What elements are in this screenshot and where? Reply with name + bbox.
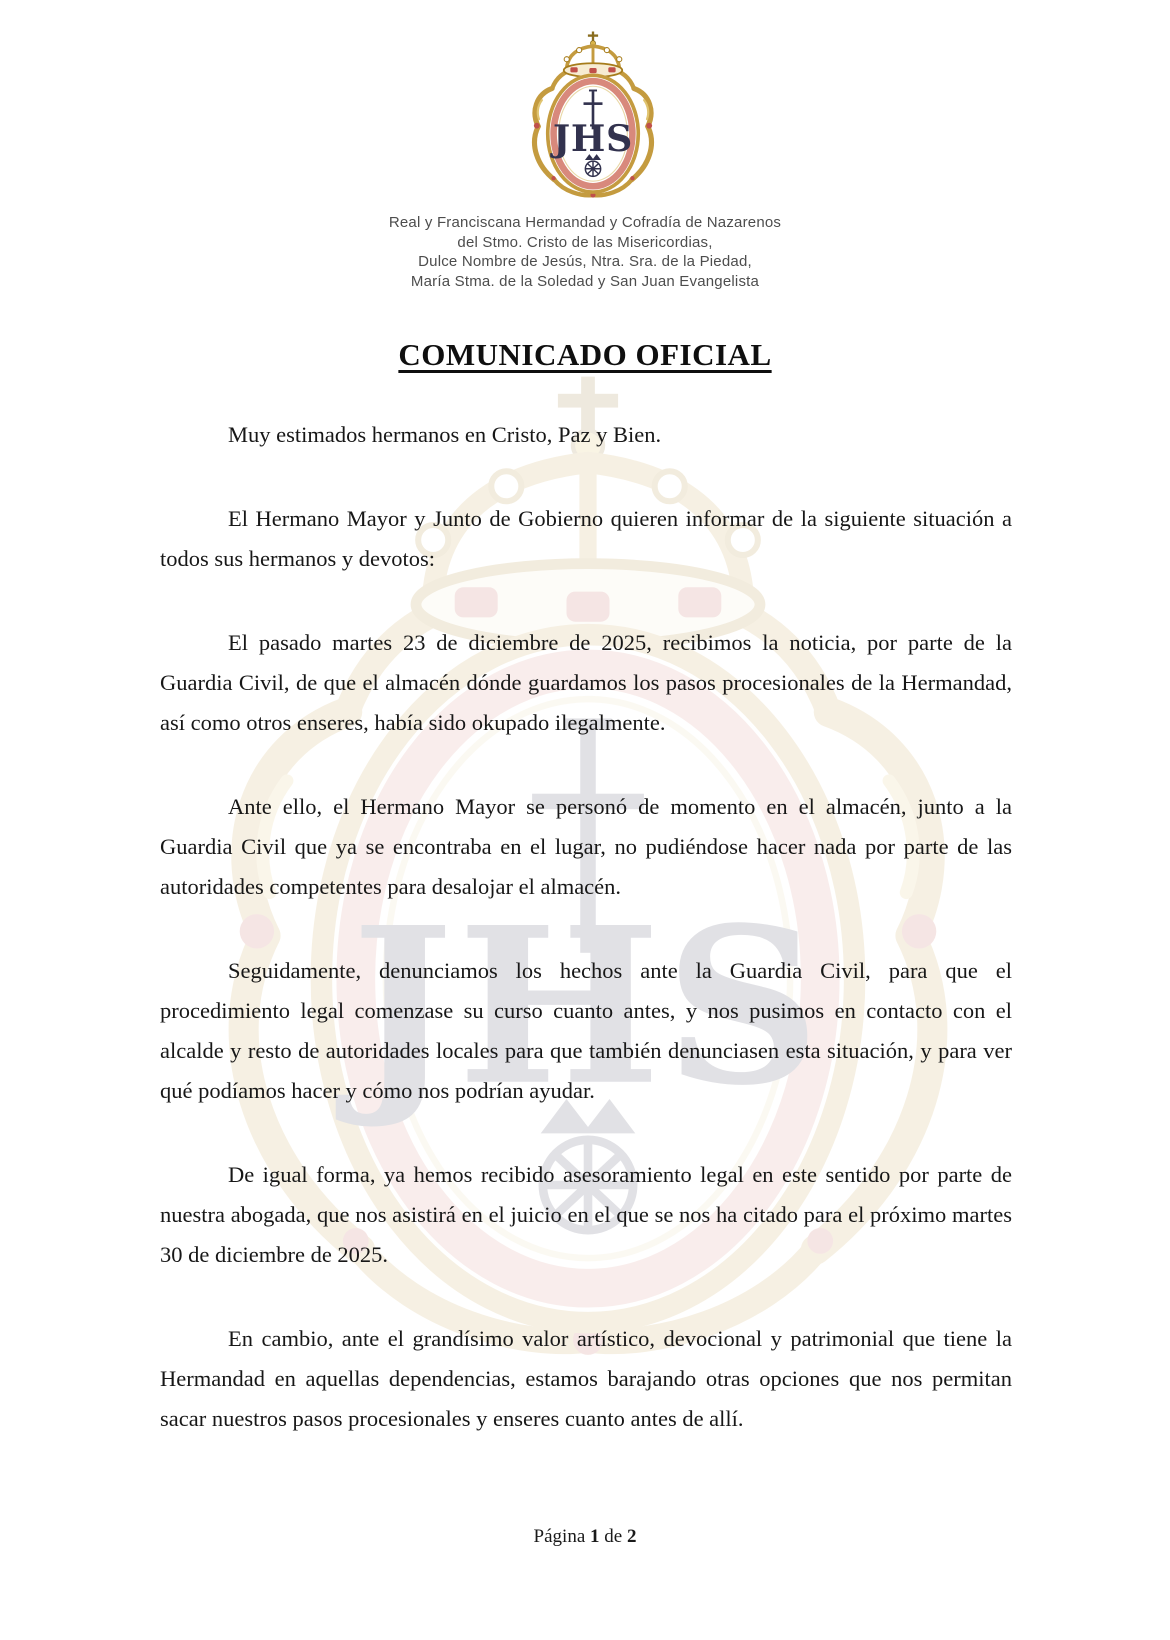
- document-body: [160, 415, 1012, 1483]
- org-line: María Stma. de la Soledad y San Juan Evangelista: [410, 272, 760, 290]
- body-paragraph: Ante ello, el Hermano Mayor se personó de momento en el almacén, junto a la Guardia Civil que ya se encontraba en el lugar, no pudiéndose hacer nada por parte de las autoridades competentes para desalojar el almacén.: [160, 794, 1012, 899]
- body-paragraph: Seguidamente, denunciamos los hechos ante la Guardia Civil, para que el procedimiento legal comenzase su curso cuanto antes, y nos pusimos en contacto con el alcalde y resto de autoridades locales para que también denunciasen esta situación, y para ver qué podíamos hacer y cómo nos podrían ayudar.: [160, 958, 1012, 1103]
- page-total: 2: [626, 1526, 637, 1547]
- jhs-emblem-logo: [520, 28, 666, 200]
- page-separator: de: [604, 1526, 623, 1547]
- page-number: [0, 1526, 1170, 1548]
- body-paragraph: El Hermano Mayor y Junto de Gobierno quieren informar de la siguiente situación a todos sus hermanos y devotos:: [160, 506, 1012, 571]
- organization-name: [0, 213, 1170, 291]
- org-line: Real y Franciscana Hermandad y Cofradía de Nazarenos: [388, 214, 782, 231]
- page-current: 1: [590, 1526, 600, 1547]
- body-paragraph: En cambio, ante el grandísimo valor artístico, devocional y patrimonial que tiene la Hermandad en aquellas dependencias, estamos barajando otras opciones que nos permitan sacar nuestros pasos procesionales y enseres cuanto antes de allí.: [160, 1326, 1012, 1431]
- body-paragraph: De igual forma, ya hemos recibido asesoramiento legal en este sentido por parte de nuestra abogada, que nos asistirá en el juicio en el que se nos ha citado para el próximo martes 30 de diciembre de 2025.: [160, 1162, 1012, 1267]
- page-label-prefix: Página: [533, 1526, 586, 1547]
- body-paragraph: Muy estimados hermanos en Cristo, Paz y Bien.: [228, 422, 662, 447]
- org-line: del Stmo. Cristo de las Misericordias,: [457, 233, 713, 251]
- org-line: Dulce Nombre de Jesús, Ntra. Sra. de la Piedad,: [418, 253, 752, 270]
- page-title: COMUNICADO OFICIAL: [398, 337, 772, 372]
- body-paragraph: El pasado martes 23 de diciembre de 2025, recibimos la noticia, por parte de la Guardia Civil, de que el almacén dónde guardamos los pasos procesionales de la Hermandad, así como otros enseres, había sido okupado ilegalmente.: [160, 630, 1012, 735]
